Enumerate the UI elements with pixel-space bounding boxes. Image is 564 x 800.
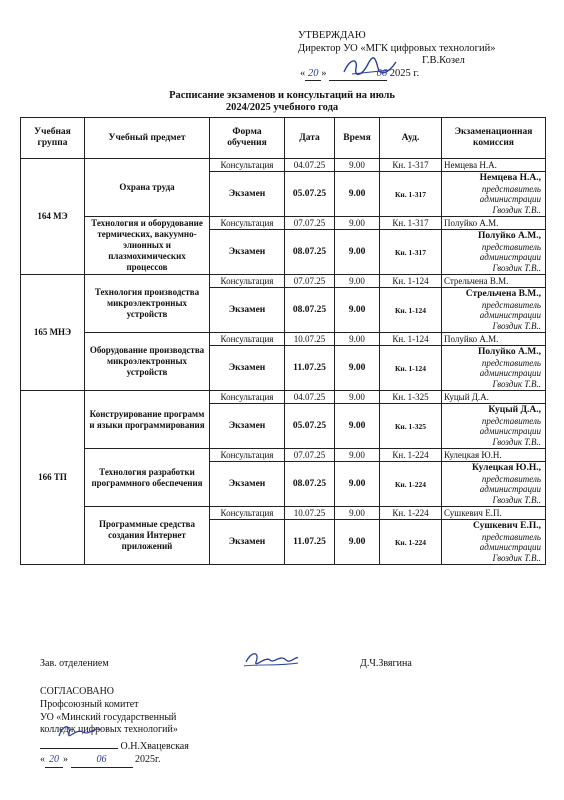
header-subject: Учебный предмет — [85, 118, 210, 159]
consultation-time: 9.00 — [335, 217, 380, 230]
subject-title: Охрана труда — [85, 159, 210, 217]
approval-date-year: 2025 г. — [389, 67, 420, 79]
commission-role: администрации — [479, 310, 541, 320]
commission-role: администрации — [479, 426, 541, 436]
commission-role: Гвоздик Т.В.. — [492, 262, 541, 273]
approval-date-day: 20 — [305, 68, 321, 82]
subject-title: Технология и оборудование термических, вакуумно-элионных и плазмохимических процессов — [85, 217, 210, 275]
agreement-line-1: Профсоюзный комитет — [40, 698, 139, 710]
consultation-row — [21, 391, 546, 404]
schedule-table — [20, 117, 546, 565]
commission-name: Куцый Д.А., — [488, 405, 541, 415]
header-commission: Экзаменационная комиссия — [442, 118, 546, 159]
agreement-date-day: 20 — [45, 754, 63, 768]
commission-role: администрации — [479, 484, 541, 494]
consultation-time: 9.00 — [335, 159, 380, 172]
commission-role: Гвоздик Т.В.. — [492, 494, 541, 505]
agreement-date: « 20 » 06 2025г. — [40, 754, 240, 768]
consultation-date: 04.07.25 — [285, 159, 335, 172]
commission-name: Полуйко А.М., — [478, 347, 541, 357]
exam-commission — [442, 288, 546, 333]
exam-room: Кн. 1-124 — [380, 346, 442, 391]
consultation-time: 9.00 — [335, 333, 380, 346]
exam-time: 9.00 — [335, 404, 380, 449]
consultation-room: Кн. 1-224 — [380, 507, 442, 520]
consultation-commission: Стрельчена В.М. — [442, 275, 546, 288]
consultation-time: 9.00 — [335, 275, 380, 288]
exam-time: 9.00 — [335, 288, 380, 333]
commission-name: Полуйко А.М., — [478, 231, 541, 241]
header-room: Ауд. — [380, 118, 442, 159]
exam-form: Экзамен — [210, 172, 285, 217]
commission-role: представитель — [481, 357, 541, 368]
exam-date: 08.07.25 — [285, 462, 335, 507]
consultation-row — [21, 159, 546, 172]
consultation-row — [21, 275, 546, 288]
subject-title: Оборудование производства микроэлектронных устройств — [85, 333, 210, 391]
exam-date: 08.07.25 — [285, 288, 335, 333]
consultation-time: 9.00 — [335, 391, 380, 404]
exam-time: 9.00 — [335, 346, 380, 391]
trade-union-signature-icon — [55, 722, 105, 742]
consultation-room: Кн. 1-317 — [380, 217, 442, 230]
consultation-row — [21, 217, 546, 230]
consultation-time: 9.00 — [335, 507, 380, 520]
consultation-date: 07.07.25 — [285, 275, 335, 288]
commission-role: Гвоздик Т.В.. — [492, 204, 541, 215]
group-name: 166 ТП — [21, 391, 85, 565]
approval-position: Директор УО «МГК цифровых технологий» — [298, 42, 496, 54]
approval-heading: УТВЕРЖДАЮ — [298, 30, 366, 41]
schedule-title: Расписание экзаменов и консультаций на июль 2024/2025 учебного года — [169, 90, 395, 113]
agreement-line-2: УО «Минский государственный — [40, 711, 177, 723]
exam-room: Кн. 1-325 — [380, 404, 442, 449]
commission-role: Гвоздик Т.В.. — [492, 436, 541, 447]
exam-time: 9.00 — [335, 462, 380, 507]
agreement-line-3: колледж цифровых технологий» — [40, 724, 178, 736]
exam-date: 08.07.25 — [285, 230, 335, 275]
exam-commission — [442, 172, 546, 217]
consultation-commission: Кулецкая Ю.Н. — [442, 449, 546, 462]
commission-name: Немцева Н.А., — [479, 173, 541, 183]
exam-commission — [442, 404, 546, 449]
commission-role: администрации — [479, 542, 541, 552]
exam-date: 05.07.25 — [285, 172, 335, 217]
group-name: 164 МЭ — [21, 159, 85, 275]
consultation-form: Консультация — [210, 333, 285, 346]
consultation-room: Кн. 1-317 — [380, 159, 442, 172]
exam-date: 05.07.25 — [285, 404, 335, 449]
commission-name: Сушкевич Е.П., — [472, 521, 541, 531]
subject-title: Конструирование программ и языки программирования — [85, 391, 210, 449]
agreement-date-year: 2025г. — [135, 753, 161, 765]
commission-role: представитель — [481, 473, 541, 484]
consultation-commission: Полуйко А.М. — [442, 217, 546, 230]
commission-role: Гвоздик Т.В.. — [492, 378, 541, 389]
header-form: Форма обучения — [210, 118, 285, 159]
subject-title: Технология производства микроэлектронных устройств — [85, 275, 210, 333]
header-row — [21, 118, 546, 159]
consultation-row — [21, 449, 546, 462]
commission-role: представитель — [481, 183, 541, 194]
consultation-form: Консультация — [210, 449, 285, 462]
agreement-date-month: 06 — [71, 754, 133, 768]
consultation-room: Кн. 1-224 — [380, 449, 442, 462]
consultation-room: Кн. 1-124 — [380, 275, 442, 288]
commission-role: представитель — [481, 415, 541, 426]
consultation-room: Кн. 1-325 — [380, 391, 442, 404]
consultation-form: Консультация — [210, 391, 285, 404]
consultation-commission: Куцый Д.А. — [442, 391, 546, 404]
commission-role: администрации — [479, 252, 541, 262]
exam-commission — [442, 520, 546, 565]
commission-role: представитель — [481, 299, 541, 310]
consultation-row — [21, 333, 546, 346]
approval-date: « 20 » 06 2025 г. — [298, 68, 558, 82]
commission-role: администрации — [479, 194, 541, 204]
header-group: Учебная группа — [21, 118, 85, 159]
exam-form: Экзамен — [210, 462, 285, 507]
head-of-department-name: Д.Ч.Звягина — [360, 658, 412, 669]
exam-commission — [442, 346, 546, 391]
exam-form: Экзамен — [210, 520, 285, 565]
consultation-commission: Немцева Н.А. — [442, 159, 546, 172]
approval-name: Г.В.Козел — [422, 55, 465, 66]
exam-time: 9.00 — [335, 230, 380, 275]
consultation-form: Консультация — [210, 159, 285, 172]
exam-room: Кн. 1-224 — [380, 462, 442, 507]
consultation-commission: Сушкевич Е.П. — [442, 507, 546, 520]
exam-form: Экзамен — [210, 288, 285, 333]
commission-role: Гвоздик Т.В.. — [492, 320, 541, 331]
consultation-time: 9.00 — [335, 449, 380, 462]
exam-time: 9.00 — [335, 172, 380, 217]
consultation-form: Консультация — [210, 507, 285, 520]
consultation-date: 10.07.25 — [285, 507, 335, 520]
commission-role: администрации — [479, 368, 541, 378]
approval-date-month: 06 — [329, 68, 387, 82]
consultation-date: 04.07.25 — [285, 391, 335, 404]
commission-name: Стрельчена В.М., — [465, 289, 541, 299]
consultation-form: Консультация — [210, 275, 285, 288]
exam-room: Кн. 1-317 — [380, 230, 442, 275]
subject-title: Программные средства создания Интернет приложений — [85, 507, 210, 565]
exam-room: Кн. 1-317 — [380, 172, 442, 217]
exam-room: Кн. 1-124 — [380, 288, 442, 333]
commission-role: представитель — [481, 531, 541, 542]
commission-role: Гвоздик Т.В.. — [492, 552, 541, 563]
exam-date: 11.07.25 — [285, 520, 335, 565]
approval-block — [298, 30, 558, 81]
consultation-date: 10.07.25 — [285, 333, 335, 346]
exam-form: Экзамен — [210, 346, 285, 391]
schedule-body — [21, 159, 546, 565]
head-of-department-label: Зав. отделением — [40, 658, 109, 669]
commission-role: представитель — [481, 241, 541, 252]
exam-form: Экзамен — [210, 404, 285, 449]
head-signature-icon — [240, 648, 302, 672]
exam-room: Кн. 1-224 — [380, 520, 442, 565]
exam-date: 11.07.25 — [285, 346, 335, 391]
header-time: Время — [335, 118, 380, 159]
agreement-heading: СОГЛАСОВАНО — [40, 686, 115, 697]
consultation-form: Консультация — [210, 217, 285, 230]
consultation-date: 07.07.25 — [285, 449, 335, 462]
consultation-date: 07.07.25 — [285, 217, 335, 230]
agreement-name: О.Н.Хвацевская — [120, 741, 189, 753]
commission-name: Кулецкая Ю.Н., — [472, 463, 541, 473]
consultation-room: Кн. 1-124 — [380, 333, 442, 346]
subject-title: Технология разработки программного обеспечения — [85, 449, 210, 507]
consultation-row — [21, 507, 546, 520]
consultation-commission: Полуйко А.М. — [442, 333, 546, 346]
exam-time: 9.00 — [335, 520, 380, 565]
exam-commission — [442, 462, 546, 507]
header-date: Дата — [285, 118, 335, 159]
exam-form: Экзамен — [210, 230, 285, 275]
exam-commission — [442, 230, 546, 275]
group-name: 165 МНЭ — [21, 275, 85, 391]
director-signature-icon — [340, 56, 400, 78]
